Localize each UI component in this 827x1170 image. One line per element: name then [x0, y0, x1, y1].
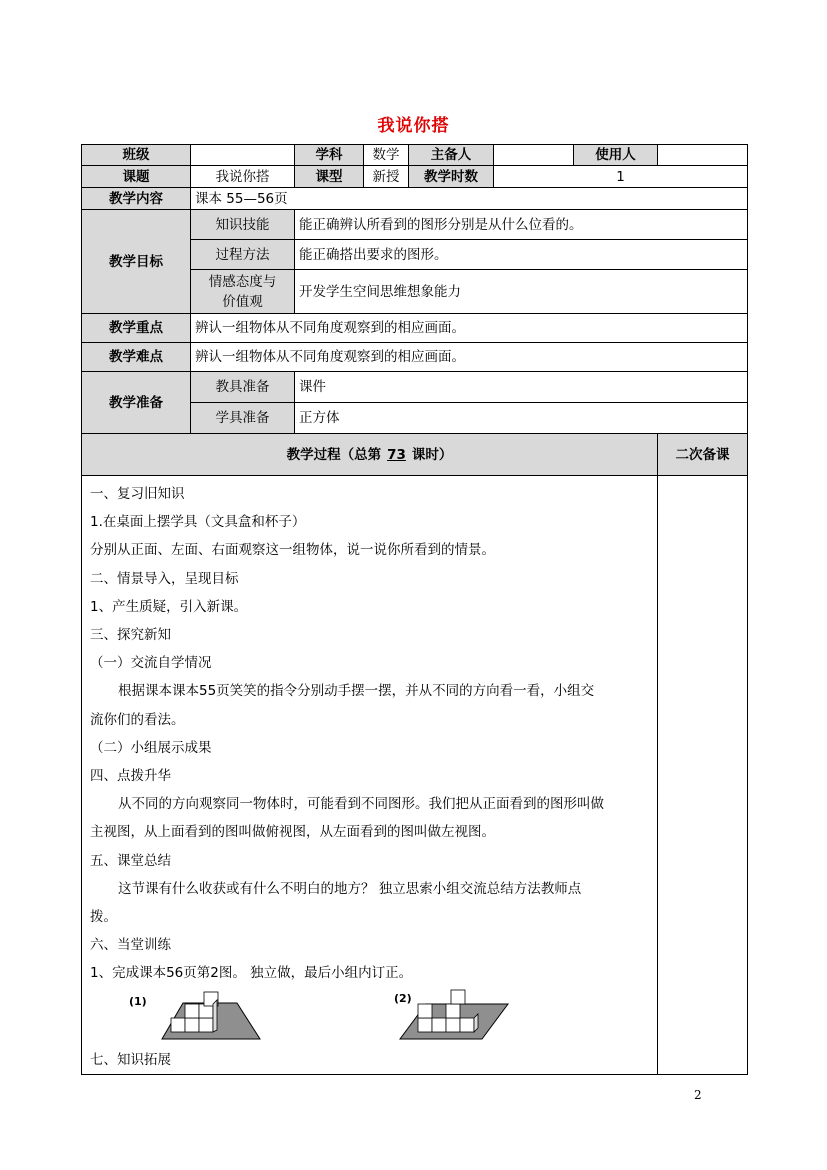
- process-line-elevate: 四、点拨升华: [90, 768, 171, 785]
- document-title: 我说你搭: [377, 116, 450, 136]
- process-line-intro-1: 1、产生质疑，引入新课。: [90, 598, 248, 615]
- header-row-1: [82, 145, 748, 166]
- process-line-explore-1: （一）交流自学情况: [90, 655, 212, 672]
- goal-attitude-label: [191, 270, 295, 314]
- goal-attitude-label-line1: 情感态度与: [208, 273, 277, 290]
- key-point-value: 辨认一组物体从不同角度观察到的相应画面。: [191, 314, 748, 343]
- content-label: 教学内容: [82, 188, 191, 210]
- preparer-label: 主备人: [409, 145, 494, 166]
- content-value: 课本 55—56页: [191, 188, 748, 210]
- topic-label: 课题: [82, 166, 191, 188]
- goal-knowledge-value: 能正确辨认所看到的图形分别是从什么位看的。: [295, 210, 748, 240]
- key-point-row: [82, 314, 748, 343]
- class-label: 班级: [82, 145, 191, 166]
- difficulty-row: [82, 343, 748, 372]
- user-value: [658, 145, 748, 166]
- header-row-2: [82, 166, 748, 188]
- prep-student-label: 学具准备: [191, 403, 295, 434]
- process-header: [82, 434, 658, 476]
- process-line-explore-text: 根据课本课本55页笑笑的指令分别动手摆一摆，并从不同的方向看一看，小组交: [118, 683, 595, 700]
- prep-student-value: 正方体: [295, 403, 748, 434]
- type-label: 课型: [295, 166, 364, 188]
- process-lesson-number: 73: [387, 446, 406, 463]
- class-value: [191, 145, 295, 166]
- process-header-row: [82, 434, 748, 476]
- process-line-elevate-text-cont: 主视图，从上面看到的图叫做俯视图，从左面看到的图叫做左视图。: [90, 824, 495, 841]
- process-line-explore: 三、探究新知: [90, 627, 171, 644]
- figure-2-cubes: [400, 990, 508, 1039]
- process-line-review-1: 1.在桌面上摆学具（文具盒和杯子）: [90, 514, 306, 531]
- lesson-plan-table: [81, 144, 748, 1075]
- process-line-explore-2: （二）小组展示成果: [90, 739, 212, 756]
- type-value: 新授: [364, 166, 409, 188]
- user-label: 使用人: [574, 145, 658, 166]
- process-header-prefix: 教学过程（总第: [286, 446, 382, 463]
- process-line-summary-text: 这节课有什么收获或有什么不明白的地方？ 独立思索小组交流总结方法教师点: [118, 880, 582, 897]
- process-line-observe: 分别从正面、左面、右面观察这一组物体，说一说你所看到的情景。: [90, 542, 495, 559]
- topic-value: 我说你搭: [191, 166, 295, 188]
- process-line-extension: 七、知识拓展: [90, 1051, 171, 1068]
- process-line-summary: 五、课堂总结: [90, 852, 171, 869]
- process-line-practice: 六、当堂训练: [90, 937, 171, 954]
- key-point-label: 教学重点: [82, 314, 191, 343]
- cube-figures: [90, 988, 649, 1046]
- figure-1-cubes: [162, 992, 260, 1039]
- prep-teacher-label: 教具准备: [191, 372, 295, 403]
- goals-label: 教学目标: [82, 210, 191, 314]
- goal-knowledge-label: 知识技能: [191, 210, 295, 240]
- content-row: [82, 188, 748, 210]
- second-prep-cell: [658, 476, 748, 1075]
- subject-label: 学科: [295, 145, 364, 166]
- goal-row-knowledge: [82, 210, 748, 240]
- preparation-label: 教学准备: [82, 372, 191, 434]
- goal-attitude-value: 开发学生空间思维想象能力: [295, 270, 748, 314]
- second-prep-header: 二次备课: [658, 434, 748, 476]
- process-line-explore-text-cont: 流你们的看法。: [90, 711, 185, 728]
- hours-label: 教学时数: [409, 166, 494, 188]
- process-line-elevate-text: 从不同的方向观察同一物体时，可能看到不同图形。我们把从正面看到的图形叫做: [118, 796, 604, 813]
- goal-process-value: 能正确搭出要求的图形。: [295, 240, 748, 270]
- process-content: [82, 476, 658, 1075]
- preparer-value: [494, 145, 574, 166]
- process-line-practice-1: 1、完成课本56页第2图。 独立做，最后小组内订正。: [90, 965, 413, 982]
- process-header-suffix: 课时）: [411, 446, 453, 463]
- subject-value: 数学: [364, 145, 409, 166]
- prep-teacher-value: 课件: [295, 372, 748, 403]
- hours-value: 1: [494, 166, 748, 188]
- goal-attitude-label-line2: 价值观: [222, 293, 263, 310]
- process-line-review: 一、复习旧知识: [90, 486, 185, 502]
- prep-row-teacher: [82, 372, 748, 403]
- figure-1-label: (1): [129, 994, 147, 1008]
- figure-2-label: (2): [394, 991, 412, 1005]
- process-line-intro: 二、情景导入，呈现目标: [90, 570, 239, 587]
- process-row: [82, 476, 748, 1075]
- difficulty-label: 教学难点: [82, 343, 191, 372]
- difficulty-value: 辨认一组物体从不同角度观察到的相应画面。: [191, 343, 748, 372]
- cube-figure-svg: [90, 988, 510, 1046]
- process-line-summary-text-cont: 拨。: [90, 909, 117, 926]
- goal-process-label: 过程方法: [191, 240, 295, 270]
- page-number: 2: [694, 1088, 702, 1102]
